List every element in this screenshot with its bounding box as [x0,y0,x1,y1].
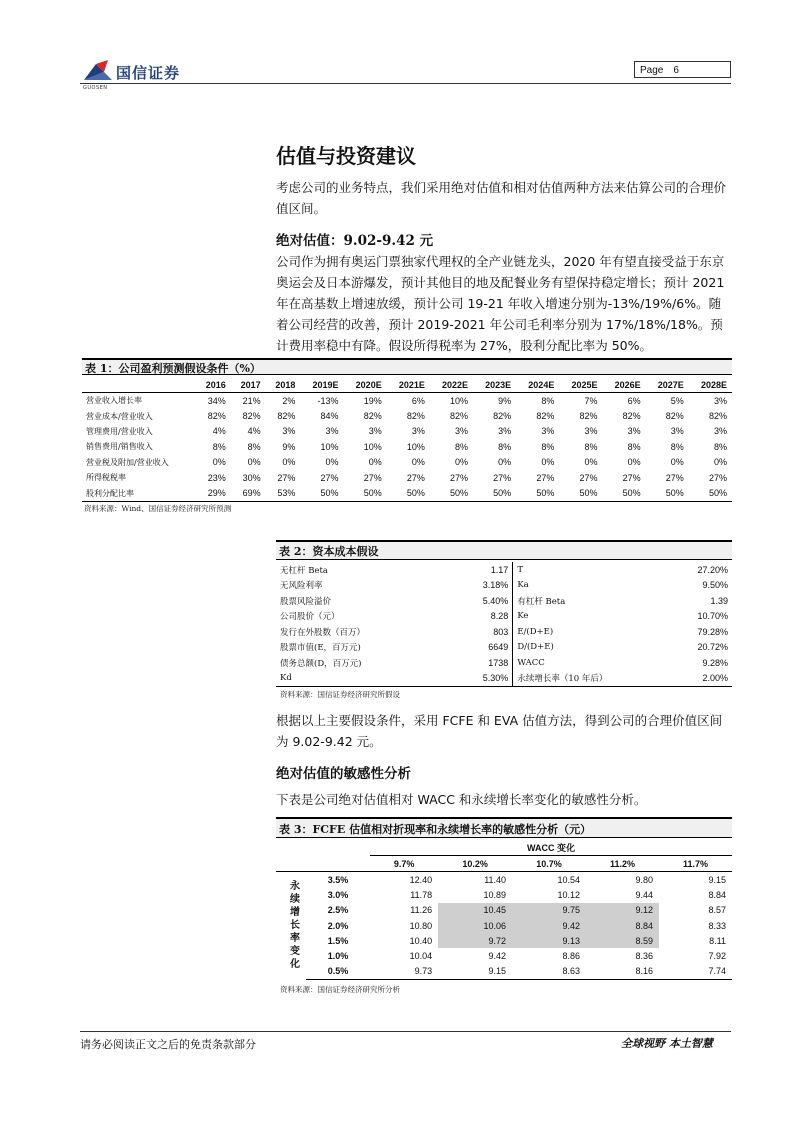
growth-rate-label: 0.5% [306,964,370,980]
sensitivity-cell: 11.40 [484,874,507,885]
sensitivity-cell: 8.33 [708,920,726,931]
table2-value: 27.20% [697,564,728,575]
table3-caption: 表 3：FCFE 估值相对折现率和永续增长率的敏感性分析（元） [276,817,732,838]
wacc-group-row [276,840,732,856]
table2-value: 9.50% [702,580,728,591]
growth-axis-char: 长 [290,920,300,932]
wacc-value: 11.2% [609,858,636,869]
table1-cell: 8% [498,441,512,452]
table1-cell: 4% [212,426,226,437]
table3-source: 资料来源：国信证券经济研究所分析 [280,985,400,994]
brand-name: 国信证券 [116,64,181,82]
table1-cell: 3% [368,426,382,437]
sensitivity-cell: 10.40 [409,935,433,946]
table2-label: D/(D+E) [517,642,554,653]
table1-col-header: 2017 [231,377,266,393]
sensitivity-cell: 8.86 [562,951,581,962]
sensitivity-cell: 11.78 [410,889,433,900]
growth-axis-label [276,872,306,980]
table2-value: 79.28% [697,626,728,637]
sensitivity-cell: 9.73 [370,964,438,980]
sensitivity-cell: 10.89 [483,889,507,900]
sensitivity-cell: 9.72 [438,933,512,948]
table1-cell: 23% [207,472,226,483]
table1-cell: 50% [602,485,645,501]
table3-corner [306,840,370,856]
footer-disclaimer: 请务必阅读正文之后的免责条款部分 [80,1038,256,1051]
table1-cell: 82% [493,411,512,422]
table1-col-header: 2023E [473,377,516,393]
table1-cell: 27% [579,472,598,483]
sensitivity-row [276,887,732,902]
sensitivity-cell: 11.26 [410,905,433,916]
table1-cell: 3% [325,426,339,437]
table2-caption: 表 2：资本成本假设 [276,540,732,560]
table1-col-header: 2026E [602,377,645,393]
table1-cell: 27% [320,472,339,483]
table1-cell: 19% [363,395,382,406]
table1-cell: 82% [579,411,598,422]
sensitivity-cell: 12.40 [409,874,433,885]
sensitivity-cell: 9.12 [586,903,659,918]
table1-cell: 10% [406,441,425,452]
table1-cell: 50% [387,485,430,501]
table1-cell: 10% [320,441,339,452]
sensitivity-cell: 8.59 [586,933,659,948]
table1-row [82,470,732,485]
table1-cell: 27% [622,472,641,483]
footer-rule [80,1031,731,1032]
table1-cell: 8% [455,441,469,452]
table1-cell: 3% [541,426,555,437]
growth-rate-label: 2.5% [327,905,349,916]
footer-slogan: 全球视野 本土智慧 [621,1037,713,1050]
page-label: Page [640,65,664,76]
table1-cell: 82% [665,411,684,422]
table2-label: 无风险利率 [280,581,323,592]
table1-cell: 8% [212,441,226,452]
table2-value: 6649 [458,640,512,656]
table1-cell: 8% [584,441,598,452]
table2-value: 803 [458,624,512,640]
sensitivity-row [276,933,732,948]
table2-value: 10.70% [697,611,728,622]
table2-label: Ka [517,580,529,591]
sensitivity-cell: 7.92 [708,951,726,962]
sensitivity-cell: 9.13 [512,933,586,948]
table1-cell: 0% [247,457,261,468]
table1-cell: 8% [541,395,555,406]
table1-cell: 0% [627,457,641,468]
table1-cell: 3% [455,426,469,437]
table1-cell: 82% [363,411,382,422]
sensitivity-row [276,964,732,980]
table2-value: 1.17 [458,562,512,578]
table2-value: 1.39 [710,595,728,606]
table2-label: T [517,564,523,575]
table1-cell: 82% [622,411,641,422]
table1-cell: 8% [541,441,555,452]
table1-col-header: 2024E [516,377,559,393]
sensitivity-row [276,918,732,933]
table1-cell: 50% [646,485,689,501]
sensitivity-cell: 8.36 [635,951,653,962]
growth-axis-char: 增 [290,907,300,919]
abs-valuation-title: 绝对估值：9.02-9.42 元 [276,233,434,249]
sensitivity-table [276,840,732,980]
table1-cell: 0% [670,457,684,468]
sensitivity-title: 绝对估值的敏感性分析 [276,766,411,782]
table1-cell: 3% [411,426,425,437]
wacc-value: 10.2% [462,858,488,869]
header-rule [80,83,731,84]
table1-cell: 82% [450,411,469,422]
table1-cell: 50% [430,485,473,501]
sensitivity-cell: 10.54 [557,874,581,885]
table1-cell: 50% [689,485,732,501]
sensitivity-row [276,903,732,918]
table1-row [82,424,732,439]
table1-cell: 0% [713,457,727,468]
table1-row-label: 销售费用/销售收入 [86,442,153,452]
table1-row-label: 营业收入增长率 [86,396,142,406]
growth-axis-char: 化 [290,959,300,971]
sensitivity-row [276,948,732,963]
table1-cell: 50% [473,485,516,501]
sensitivity-cell: 9.80 [635,874,653,885]
table1-cell: 50% [300,485,343,501]
assumption-table [82,377,732,502]
table2-label: 债务总额(D，百万元) [280,658,362,669]
table1-col-header: 2020E [344,377,387,393]
table1-corner [82,377,196,393]
table1-cell: 82% [277,411,296,422]
sensitivity-cell: 9.15 [438,964,512,980]
table1-row-label: 营业税及附加/营业收入 [86,457,169,467]
table2-label: 发行在外股数（百万） [280,627,366,638]
table1-cell: 27% [450,472,469,483]
table2-label: 无杠杆 Beta [280,565,328,576]
table1-cell: -13% [317,395,339,406]
table1-cell: 34% [207,395,226,406]
sensitivity-cell: 9.15 [708,874,726,885]
table1-col-header: 2022E [430,377,473,393]
sensitivity-cell: 9.44 [635,889,653,900]
sensitivity-cell: 10.06 [438,918,512,933]
table2-row [276,640,732,656]
sensitivity-cell: 8.84 [708,889,726,900]
table1-cell: 10% [363,441,382,452]
table1-cell: 0% [498,457,512,468]
table1-row [82,408,732,423]
sensitivity-cell: 8.84 [586,918,659,933]
table1-row-label: 管理费用/营业收入 [86,426,153,436]
table2-row [276,578,732,594]
table1-cell: 7% [584,395,598,406]
table1-cell: 0% [325,457,339,468]
growth-axis-char: 永 [290,881,300,893]
logo-mark-icon [82,58,114,84]
sensitivity-cell: 8.63 [512,964,586,980]
table1-col-header: 2025E [559,377,602,393]
wacc-values-row [276,856,732,872]
sensitivity-cell: 10.04 [409,951,433,962]
table1-cell: 0% [541,457,555,468]
table1-cell: 4% [247,426,261,437]
table2-source: 资料来源：国信证券经济研究所假设 [280,690,400,699]
table1-cell: 2% [282,395,296,406]
sensitivity-cell: 8.16 [586,964,659,980]
sensitivity-cell: 8.11 [709,935,726,946]
table1-cell: 82% [708,411,727,422]
table1-cell: 8% [627,441,641,452]
table2-label: 股票风险溢价 [280,596,332,607]
capital-cost-table [276,562,732,687]
table1-cell: 6% [627,395,641,406]
table1-cell: 3% [584,426,598,437]
table1-row [82,485,732,501]
sensitivity-cell: 10.12 [557,889,581,900]
table2-label: 公司股价（元） [280,612,340,623]
table1-cell: 27% [708,472,727,483]
table2-value: 1738 [458,655,512,671]
table1-cell: 30% [242,472,261,483]
table2-value: 5.40% [458,593,512,609]
table2-value: 3.18% [458,578,512,594]
growth-axis-char: 续 [290,894,300,906]
table1-col-header: 2019E [300,377,343,393]
table1-cell: 3% [713,395,727,406]
company-logo [82,58,202,92]
table1-cell: 3% [713,426,727,437]
table1-cell: 82% [207,411,226,422]
table2-value: 2.00% [670,671,732,687]
sensitivity-cell: 10.45 [438,903,512,918]
sensitivity-cell: 7.74 [659,964,732,980]
growth-rate-label: 3.0% [327,889,349,900]
table1-cell: 0% [455,457,469,468]
table3-corner [276,856,306,872]
table1-cell: 27% [493,472,512,483]
growth-rate-label: 3.5% [327,874,349,885]
growth-rate-label: 2.0% [327,920,349,931]
table1-cell: 27% [406,472,425,483]
table2-row [276,671,732,687]
abs-valuation-paragraph: 公司作为拥有奥运门票独家代理权的全产业链龙头，2020 年有望直接受益于东京奥运会及日本游爆发，预计其他目的地及配餐业务有望保持稳定增长；预计 2021 年在高基数上增速放缓，预计公司 19-21 年收入增速分别为-13%/19%/6%。随着公司经营的改善，预计 2019-2021 年公司毛利率分别为 17%/18%/18%。预计费用率稳中有降。假设所得税率为 27%，股利分配比率为 50%。 [276,254,725,353]
sensitivity-cell: 10.80 [409,920,433,931]
table2-row [276,593,732,609]
table1-cell: 27% [665,472,684,483]
table1-cell: 69% [231,485,266,501]
table2-label: Kd [276,671,458,687]
table1-cell: 21% [242,395,261,406]
table1-cell: 27% [277,472,296,483]
table1-cell: 0% [212,457,226,468]
sensitivity-paragraph: 下表是公司绝对估值相对 WACC 和永续增长率变化的敏感性分析。 [276,792,647,807]
growth-axis-char: 变 [290,946,300,958]
table1-cell: 82% [242,411,261,422]
sensitivity-row [276,872,732,888]
sensitivity-cell: 9.75 [512,903,586,918]
table1-cell: 3% [670,426,684,437]
table1-row-label: 股利分配比率 [82,485,196,501]
page-number: 6 [673,65,679,76]
table1-row-label: 营业成本/营业收入 [86,411,153,421]
table1-caption: 表 1：公司盈利预测假设条件（%） [82,358,732,375]
table1-row [82,455,732,470]
growth-axis-char: 率 [290,933,300,945]
table2-value: 20.72% [697,642,728,653]
page-indicator [634,61,731,78]
table2-label: 永续增长率（10 年后） [513,671,671,687]
wacc-value: 9.7% [393,858,415,869]
table1-cell: 0% [584,457,598,468]
table1-cell: 50% [559,485,602,501]
table1-cell: 0% [368,457,382,468]
table2-label: Ke [517,611,529,622]
table1-cell: 29% [196,485,231,501]
table1-cell: 3% [282,426,296,437]
table1-row-label: 所得税税率 [86,473,126,483]
intro-paragraph: 考虑公司的业务特点，我们采用绝对估值和相对估值两种方法来估算公司的合理价值区间。 [276,180,727,216]
table2-row [276,609,732,625]
table2-label: WACC [517,657,545,668]
table1-cell: 82% [406,411,425,422]
sensitivity-cell: 8.57 [708,905,726,916]
table3-corner [306,856,370,872]
table1-cell: 3% [498,426,512,437]
table1-cell: 8% [713,441,727,452]
table1-header-row [82,377,732,393]
section-title: 估值与投资建议 [276,144,416,168]
table2-row [276,562,732,578]
table1-row [82,393,732,409]
growth-rate-label: 1.5% [327,935,349,946]
table2-label: 股票市值(E，百万元) [280,643,361,654]
table2-value: 9.28% [702,657,728,668]
table2-value: 5.30% [458,671,512,687]
table1-cell: 27% [363,472,382,483]
table1-cell: 50% [344,485,387,501]
table2-row [276,624,732,640]
table1-cell: 84% [320,411,339,422]
wacc-value: 10.7% [536,858,562,869]
table2-label: 有杠杆 Beta [517,596,566,607]
table1-col-header: 2027E [646,377,689,393]
wacc-value: 11.7% [682,858,708,869]
table1-cell: 50% [516,485,559,501]
table2-value: 8.28 [458,609,512,625]
table1-cell: 0% [282,457,296,468]
table1-cell: 53% [266,485,301,501]
table1-cell: 9% [498,395,512,406]
table1-col-header: 2016 [196,377,231,393]
table2-row [276,655,732,671]
brand-name-en: GUOSEN [83,85,108,91]
table1-col-header: 2028E [689,377,732,393]
table1-cell: 27% [536,472,555,483]
sensitivity-cell: 9.42 [512,918,586,933]
table1-cell: 8% [247,441,261,452]
sensitivity-cell: 9.42 [488,951,507,962]
table1-col-header: 2021E [387,377,430,393]
conclusion-paragraph: 根据以上主要假设条件，采用 FCFE 和 EVA 估值方法，得到公司的合理价值区间为 9.02-9.42 元。 [276,713,723,749]
table1-row [82,439,732,454]
table1-cell: 3% [627,426,641,437]
table1-cell: 9% [282,441,296,452]
table1-cell: 6% [411,395,425,406]
table1-cell: 5% [670,395,684,406]
table1-cell: 10% [450,395,469,406]
table1-cell: 0% [411,457,425,468]
table1-cell: 82% [536,411,555,422]
table1-source: 资料来源：Wind、国信证券经济研究所预测 [84,504,232,513]
table1-cell: 8% [670,441,684,452]
growth-rate-label: 1.0% [327,951,349,962]
table3-corner [276,840,306,856]
table1-col-header: 2018 [266,377,301,393]
table2-label: E/(D+E) [517,626,554,637]
wacc-header: WACC 变化 [370,840,732,856]
